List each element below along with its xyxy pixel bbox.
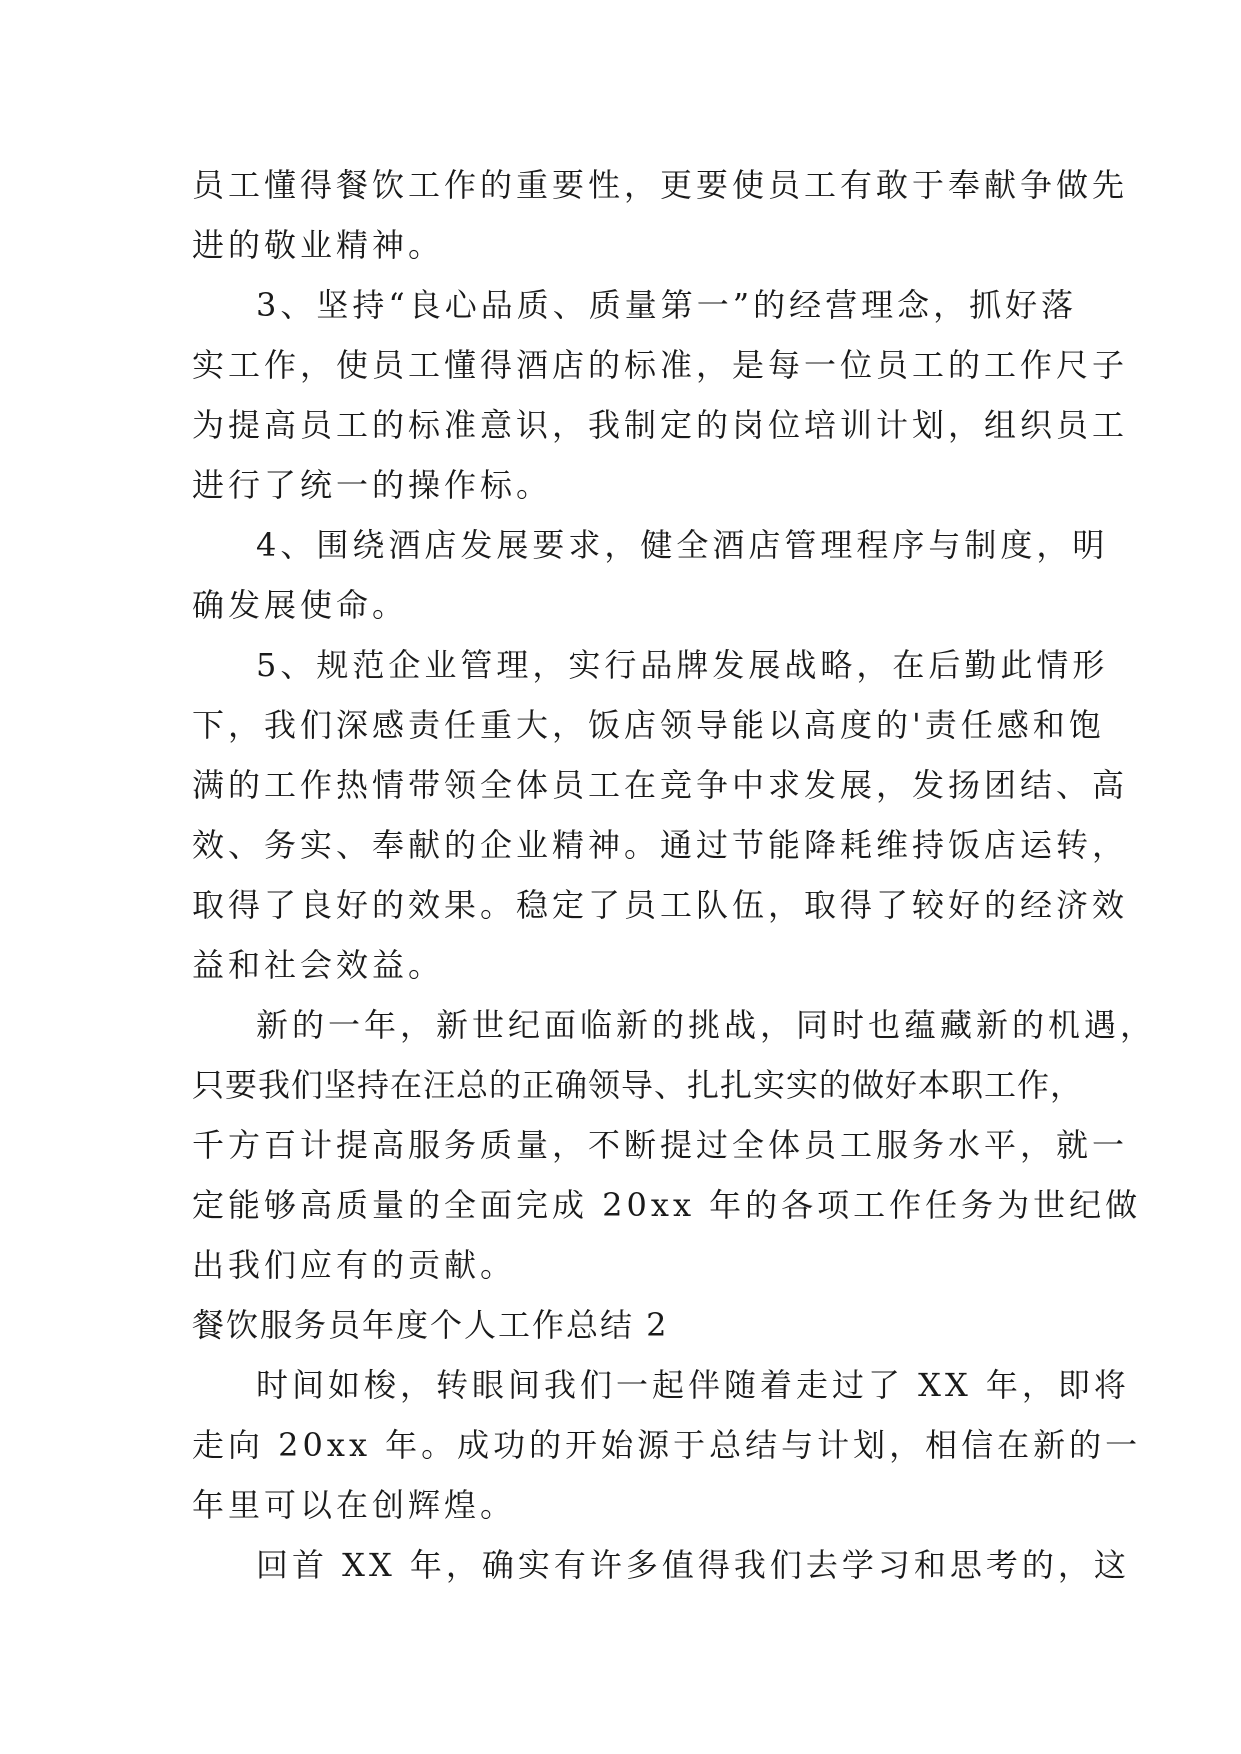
text-line-22: 走向 20xx 年。成功的开始源于总结与计划，相信在新的一 — [192, 1426, 1142, 1464]
text-line-13: 取得了良好的效果。稳定了员工队伍，取得了较好的经济效 — [192, 886, 1129, 924]
text-line-23: 年里可以在创辉煌。 — [192, 1486, 517, 1524]
text-line-15: 新的一年，新世纪面临新的挑战，同时也蕴藏新的机遇， — [256, 1006, 1157, 1044]
text-line-2: 进的敬业精神。 — [192, 226, 445, 264]
section-heading: 餐饮服务员年度个人工作总结 2 — [192, 1306, 669, 1344]
text-line-4: 实工作，使员工懂得酒店的标准，是每一位员工的工作尺子 — [192, 346, 1129, 384]
text-line-19: 出我们应有的贡献。 — [192, 1246, 517, 1284]
text-line-14: 益和社会效益。 — [192, 946, 445, 984]
text-line-18: 定能够高质量的全面完成 20xx 年的各项工作任务为世纪做 — [192, 1186, 1142, 1224]
text-line-21: 时间如梭，转眼间我们一起伴随着走过了 XX 年，即将 — [256, 1366, 1130, 1404]
text-line-24: 回首 XX 年，确实有许多值得我们去学习和思考的，这 — [256, 1546, 1130, 1584]
text-line-10: 下，我们深感责任重大，饭店领导能以高度的'责任感和饱 — [192, 706, 1105, 744]
text-line-6: 进行了统一的操作标。 — [192, 466, 553, 504]
text-line-7: 4、围绕酒店发展要求，健全酒店管理程序与制度，明 — [256, 526, 1109, 564]
text-line-12: 效、务实、奉献的企业精神。通过节能降耗维持饭店运转， — [192, 826, 1129, 864]
text-line-1: 员工懂得餐饮工作的重要性，更要使员工有敢于奉献争做先 — [192, 166, 1129, 204]
text-line-16: 只要我们坚持在汪总的正确领导、扎扎实实的做好本职工作， — [192, 1066, 1084, 1104]
text-line-8: 确发展使命。 — [192, 586, 409, 624]
text-line-5: 为提高员工的标准意识，我制定的岗位培训计划，组织员工 — [192, 406, 1129, 444]
text-line-3: 3、坚持“良心品质、质量第一”的经营理念，抓好落 — [256, 286, 1078, 324]
text-line-11: 满的工作热情带领全体员工在竞争中求发展，发扬团结、高 — [192, 766, 1129, 804]
text-line-9: 5、规范企业管理，实行品牌发展战略，在后勤此情形 — [256, 646, 1109, 684]
document-body — [192, 155, 1157, 1595]
text-line-17: 千方百计提高服务质量，不断提过全体员工服务水平，就一 — [192, 1126, 1129, 1164]
